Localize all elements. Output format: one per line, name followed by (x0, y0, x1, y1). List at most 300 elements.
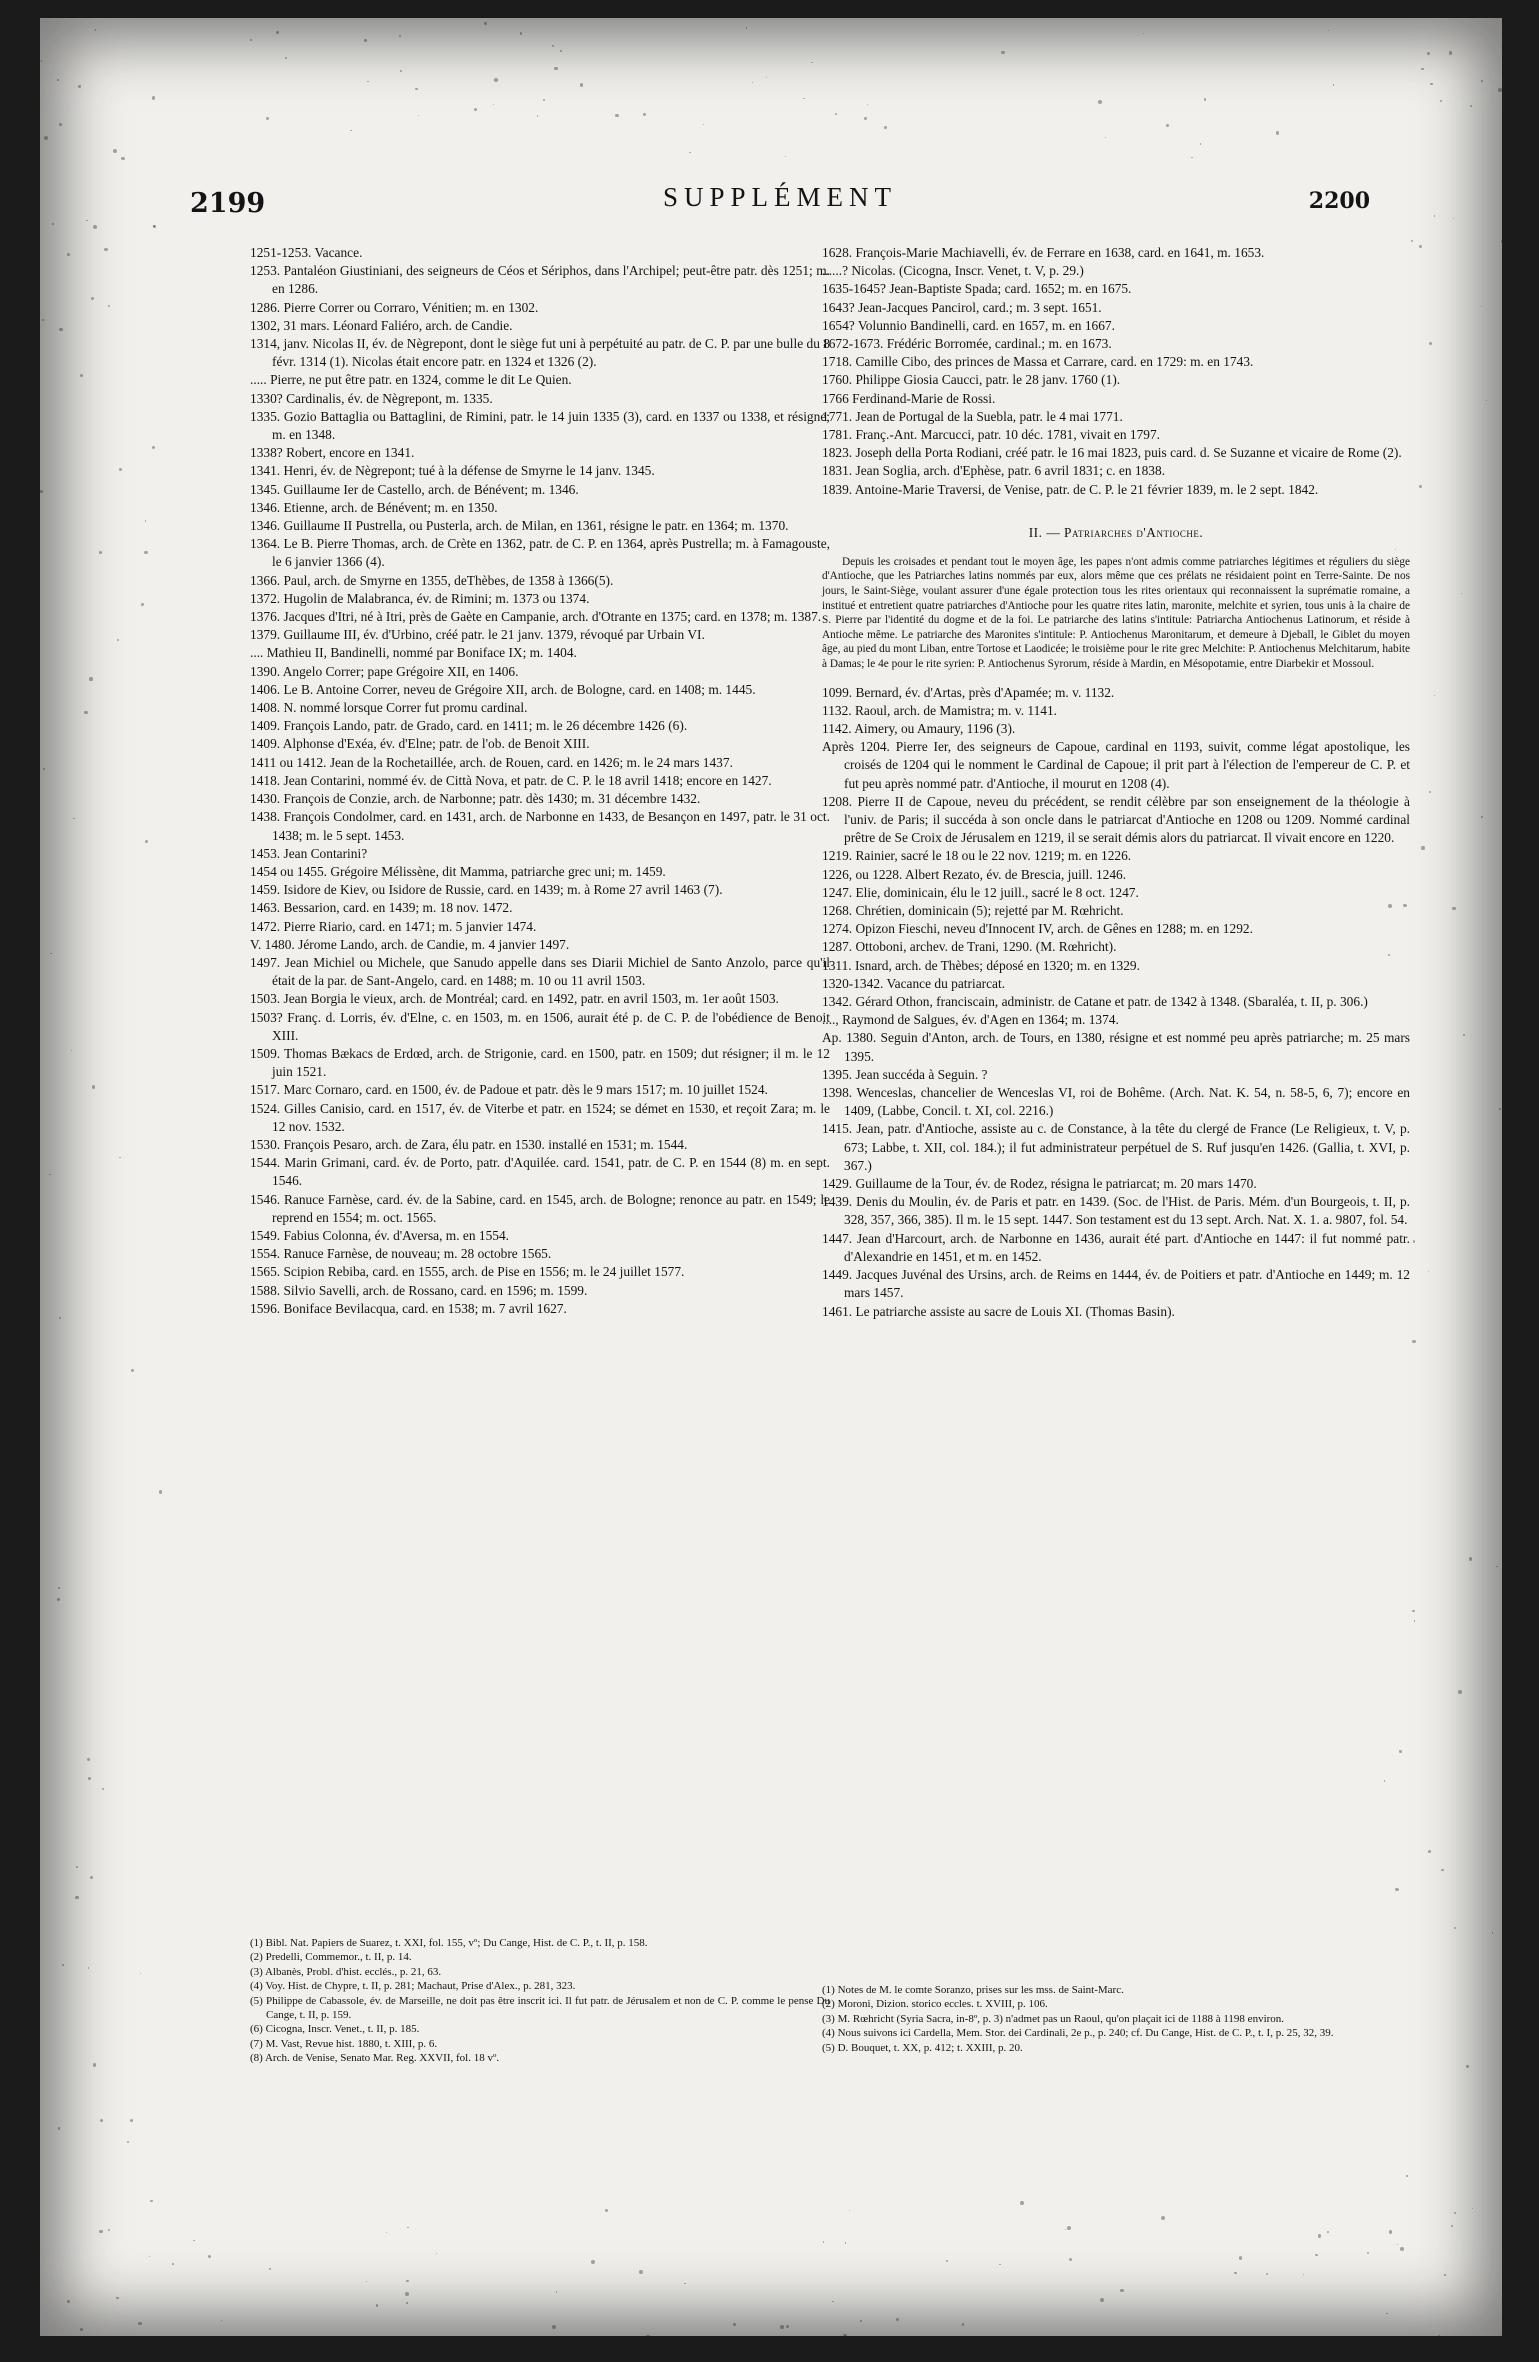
scan-noise (250, 39, 252, 41)
list-item: 1781. Franç.-Ant. Marcucci, patr. 10 déc. 1781, vivait en 1797. (822, 427, 1161, 443)
scan-noise (849, 2210, 850, 2211)
scan-noise (1384, 632, 1385, 633)
scan-noise (80, 2328, 83, 2331)
list-item: 1530. François Pesaro, arch. de Zara, élu patr. en 1530. installé en 1531; m. 1544. (250, 1136, 688, 1152)
scan-noise (276, 31, 279, 34)
list-item: 1274. Opizon Fieschi, neveu d'Innocent IV, arch. de Gênes en 1288; m. en 1292. (822, 921, 1253, 937)
list-item: 1379. Guillaume III, év. d'Urbino, créé patr. le 21 janv. 1379, révoqué par Urbain VI. (250, 627, 705, 643)
scan-noise (1399, 1750, 1402, 1753)
scan-noise (1161, 2216, 1165, 2220)
scan-noise (1333, 84, 1335, 86)
scan-noise (149, 2256, 150, 2257)
scan-noise (1428, 1850, 1431, 1853)
scan-noise (407, 2227, 409, 2229)
scan-noise (102, 1788, 104, 1790)
scan-noise (1452, 907, 1455, 910)
scan-noise (946, 2260, 948, 2262)
scan-noise (1328, 30, 1329, 31)
scan-noise (1400, 2247, 1404, 2251)
list-item: V. 1480. Jérome Lando, arch. de Candie, m. 4 janvier 1497. (250, 936, 570, 952)
scan-noise (1001, 51, 1004, 54)
list-item: 1546. Ranuce Farnèse, card. év. de la Sabine, card. en 1545, arch. de Bologne; renonce au patr. en 1549; le reprend en 1554; m. oct. 1565. (250, 1191, 830, 1225)
list-item: 1447. Jean d'Harcourt, arch. de Narbonne en 1436, aurait été part. d'Antioche en 1447: il fut nommé patr. d'Alexandrie en 1451, et m. en 1452. (822, 1230, 1410, 1264)
scan-noise (552, 45, 554, 47)
scan-noise (1067, 2226, 1071, 2230)
list-item: 1286. Pierre Correr ou Corraro, Vénitien; m. en 1302. (250, 299, 539, 315)
list-item: 1320-1342. Vacance du patriarcat. (822, 975, 1006, 991)
footnote: (3) M. Rœhricht (Syria Sacra, in-8º, p. 3) n'admet pas un Raoul, qu'on plaçait ici de 1188 à 1198 environ. (822, 2012, 1285, 2025)
page-number-right: 2200 (1308, 188, 1370, 214)
scan-noise (1065, 2229, 1066, 2230)
list-item: 1554. Ranuce Farnèse, de nouveau; m. 28 octobre 1565. (250, 1246, 552, 1262)
scan-noise (474, 108, 477, 111)
scan-noise (1421, 68, 1423, 70)
scan-noise (1318, 2234, 1321, 2237)
scan-noise (1411, 240, 1413, 242)
scan-noise (1449, 51, 1453, 55)
scan-noise (145, 840, 148, 843)
list-item: 1454 ou 1455. Grégoire Mélissène, dit Mamma, patriarche grec uni; m. 1459. (250, 863, 666, 879)
scan-noise (41, 60, 43, 62)
list-item: 1430. François de Conzie, arch. de Narbonne; patr. dès 1430; m. 31 décembre 1432. (250, 791, 701, 807)
scan-noise (71, 1050, 73, 1052)
page-header (190, 178, 1370, 218)
list-item: 1411 ou 1412. Jean de la Rochetaillée, arch. de Rouen, card. en 1426; m. le 24 mars 1437. (250, 754, 733, 770)
list-item: 1588. Silvio Savelli, arch. de Rossano, card. en 1596; m. 1599. (250, 1282, 588, 1298)
list-item: 1268. Chrétien, dominicain (5); rejetté par M. Rœhricht. (822, 903, 1124, 919)
list-item: 1408. N. nommé lorsque Correr fut promu cardinal. (250, 700, 528, 716)
list-item: 1418. Jean Contarini, nommé év. de Città Nova, et patr. de C. P. le 18 avril 1418; encore en 1427. (250, 772, 772, 788)
list-item: 1132. Raoul, arch. de Mamistra; m. v. 1141. (822, 702, 1058, 718)
scan-noise (484, 22, 487, 25)
list-item: Après 1204. Pierre Ier, des seigneurs de Capoue, cardinal en 1193, suivit, comme légat apostolique, les croisés de 1204 qui le nomment le Cardinal de Capoue; il prit part à l'élection de l'empereur de C. P. et fut peu après nommé patr. d'Antioche, il mourut en 1208 (4). (822, 739, 1410, 791)
list-item: 1718. Camille Cibo, des princes de Massa et Carrare, card. en 1729: m. en 1743. (822, 354, 1254, 370)
scan-noise (108, 305, 110, 307)
scan-noise (1413, 1240, 1416, 1243)
scan-noise (1419, 245, 1422, 248)
scan-noise (376, 2304, 378, 2306)
scan-noise (406, 2302, 407, 2303)
scan-noise (208, 2255, 211, 2258)
scan-noise (1472, 2208, 1473, 2209)
scan-noise (366, 2281, 367, 2282)
scan-noise (121, 157, 125, 161)
list-item: 1438. François Condolmer, card. en 1431, arch. de Narbonne en 1433, de Besançon en 1497, patr. le 31 oct. 1438; m. le 5 sept. 1453. (250, 809, 830, 843)
scan-noise (153, 225, 156, 228)
scan-noise (1481, 306, 1482, 307)
scan-noise (643, 113, 646, 116)
scan-noise (57, 79, 59, 81)
scan-noise (1276, 131, 1279, 134)
list-item: 1208. Pierre II de Capoue, neveu du précédent, se rendit célèbre par son enseignement de la théologie à l'univ. de Paris; il succéda à son oncle dans le patriarcat d'Antioche en 1208 ou 1209. Nommé cardinal prêtre de Se Croix de Jérusalem en 1219, il se serait démis alors du patriarcat. Il vivait encore en 1220. (822, 793, 1410, 846)
list-item: 1472. Pierre Riario, card. en 1471; m. 5 janvier 1474. (250, 918, 537, 934)
list-item: 1766 Ferdinand-Marie de Rossi. (822, 390, 996, 406)
list-item: 1549. Fabius Colonna, év. d'Aversa, m. en 1554. (250, 1227, 510, 1243)
scan-noise (1469, 1557, 1473, 1561)
footnote: (4) Nous suivons ici Cardella, Mem. Stor. dei Cardinali, 2e p., p. 240; cf. Du Cange, Hist. de C. P., t. I, p. 25, 32, 39. (822, 2027, 1334, 2040)
list-item: 1398. Wenceslas, chancelier de Wenceslas VI, roi de Bohême. (Arch. Nat. K. 54, n. 58-5, 6, 7); encore en 1409, (Labbe, Concil. t. XI, col. 2216.) (822, 1085, 1410, 1119)
footnote: (6) Cicogna, Inscr. Venet., t. II, p. 185. (250, 2023, 420, 2036)
scan-noise (552, 2325, 556, 2329)
list-item: 1142. Aimery, ou Amaury, 1196 (3). (822, 721, 1016, 736)
list-item: 1497. Jean Michiel ou Michele, que Sanudo appelle dans ses Diarii Michiel de Santo Anzolo, parce qu'il était de la par. de Sant-Angelo, card. en 1488; m. 10 ou 11 avril 1503. (250, 954, 830, 989)
list-item: 1226, ou 1228. Albert Rezato, év. de Brescia, juill. 1246. (822, 866, 1127, 882)
scan-noise (733, 2323, 735, 2325)
scan-noise (1496, 1566, 1498, 1568)
scan-noise (1463, 1034, 1465, 1036)
scan-noise (1412, 1610, 1415, 1613)
scan-noise (639, 2270, 643, 2274)
list-item: 1839. Antoine-Marie Traversi, de Venise, patr. de C. P. le 21 février 1839, m. le 2 sept. 1842. (822, 481, 1319, 497)
section-intro: Depuis les croisades et pendant tout le moyen âge, les papes n'ont admis comme patriarches légitimes et réguliers du siège d'Antioche, que les Patriarches latins nommés par eux, alors même que ces prélats ne résidaient point en Terre-Sainte. De nos jours, le Saint-Siège, voulant assurer d'une égale protection tous les rites orientaux qui reconnaissent la suprématie romaine, a institué et entretient quatre patriarches d'Antioche pour les quatre rites latin, maronite, melchite et syrien, tous unis à la chaire de S. Pierre par l'identité du dogme et de la foi. Le patriarche des latins s'intitule: Patriarcha Antiochenus Latinorum, et réside à Antioche même. Le patriarche des Maronites s'intitule: P. Antiochenus Maronitarum, et demeure à Djeball, le Giblet du moyen âge, au pied du mont Liban, entre Tortose et Laodicée; le troisième pour le rite grec Melchite: P. Antiochenus Melchitarum, habite à Damas; le 4e pour le rite syrien: P. Antiochenus Syrorum, réside à Mardin, en Mésopotamie, entre Diarbekir et Mossoul. (822, 555, 1410, 670)
scan-noise (67, 2300, 71, 2304)
scan-noise (1481, 816, 1483, 818)
list-item: 1429. Guillaume de la Tour, év. de Rodez, résigna le patriarcat; m. 20 mars 1470. (822, 1176, 1257, 1192)
scan-noise (84, 711, 88, 715)
scan-noise (786, 2325, 789, 2328)
scan-noise (1386, 2313, 1388, 2315)
scan-noise (1191, 157, 1192, 158)
scan-noise (141, 603, 144, 606)
scan-noise (1428, 1271, 1429, 1272)
scan-noise (108, 2229, 110, 2231)
list-item: 1831. Jean Soglia, arch. d'Ephèse, patr. 6 avril 1831; c. en 1838. (822, 463, 1166, 479)
list-item: 1364. Le B. Pierre Thomas, arch. de Crète en 1362, patr. de C. P. en 1364, après Pustrella; m. à Famagouste, le 6 janvier 1366 (4). (250, 536, 830, 570)
scan-noise (1441, 1869, 1443, 1871)
scan-noise (1406, 2175, 1408, 2177)
scan-noise (59, 123, 63, 127)
scan-noise (138, 2322, 142, 2326)
list-item: 1345. Guillaume Ier de Castello, arch. de Bénévent; m. 1346. (250, 481, 579, 497)
scan-noise (752, 82, 753, 83)
scan-noise (1414, 1620, 1415, 1621)
footnote: (8) Arch. de Venise, Senato Mar. Reg. XXVII, fol. 18 vº. (250, 2052, 500, 2065)
scan-noise (1020, 2201, 1024, 2205)
scan-noise (605, 2209, 608, 2212)
scan-noise (285, 57, 287, 59)
list-item: 1509. Thomas Bækacs de Erdœd, arch. de Strigonie, card. en 1500, patr. en 1509; dut résigner; il m. le 12 juin 1521. (250, 1045, 830, 1080)
list-item: Ap. 1380. Seguin d'Anton, arch. de Tours, en 1380, résigne et est nommé peu après patriarche; m. 25 mars 1395. (822, 1030, 1410, 1064)
scan-noise (1412, 1340, 1416, 1344)
scan-noise (537, 115, 538, 116)
list-item: 1330? Cardinalis, év. de Nègrepont, m. 1335. (250, 390, 493, 406)
scan-noise (746, 27, 747, 28)
footnotes-left (250, 1936, 830, 2066)
footnote: (4) Voy. Hist. de Chypre, t. II, p. 281; Machaut, Prise d'Alex., p. 281, 323. (250, 1980, 576, 1993)
list-item: 1628. François-Marie Machiavelli, év. de Ferrare en 1638, card. en 1641, m. 1653. (822, 245, 1265, 260)
scan-noise (193, 2240, 195, 2242)
scan-noise (962, 2323, 964, 2325)
list-item: 1439. Denis du Moulin, év. de Paris et patr. en 1439. (Soc. de l'Hist. de Paris. Mém. d'un Bourgeois, t. II, p. 328, 357, 366, 385). Il m. le 15 sept. 1447. Son testament est du 13 sept. Arch. Nat. X. 1. a. 9807, fol. 54. (822, 1194, 1410, 1228)
footnote: (1) Bibl. Nat. Papiers de Suarez, t. XXI, fol. 155, vº; Du Cange, Hist. de C. P., t. II, p. 158. (250, 1937, 648, 1949)
list-item: ...., Raymond de Salgues, év. d'Agen en 1364; m. 1374. (822, 1012, 1119, 1028)
scan-noise (1434, 215, 1435, 216)
scan-noise (689, 152, 691, 154)
scan-noise (999, 2264, 1001, 2266)
list-item: 1338? Robert, encore en 1341. (250, 445, 415, 461)
scan-noise (42, 319, 44, 321)
scan-noise (884, 126, 887, 129)
scan-noise (1421, 846, 1424, 849)
list-item: 1376. Jacques d'Itri, né à Itri, près de Gaète en Campanie, arch. d'Otrante en 1375; card. en 1378; m. 1387. (250, 609, 822, 625)
scan-noise (364, 39, 367, 42)
scan-noise (1389, 2230, 1393, 2234)
scan-noise (780, 2325, 784, 2329)
list-item: 1251-1253. Vacance. (250, 245, 363, 260)
scan-noise (1166, 124, 1169, 127)
scan-noise (1430, 83, 1433, 86)
scan-noise (59, 328, 62, 331)
scan-noise (1429, 342, 1432, 345)
left-column (250, 244, 830, 1318)
scan-noise (1239, 2256, 1243, 2260)
scan-noise (1500, 2334, 1501, 2335)
scan-noise (415, 88, 418, 91)
scan-noise (591, 2260, 595, 2264)
scan-noise (62, 1964, 64, 1966)
scan-noise (1384, 1780, 1386, 1782)
scan-noise (90, 1876, 93, 1879)
scan-noise (52, 223, 54, 225)
scan-noise (150, 2200, 153, 2203)
scan-noise (493, 104, 494, 105)
list-item: 1463. Bessarion, card. en 1439; m. 18 nov. 1472. (250, 900, 513, 916)
scan-noise (832, 2301, 833, 2302)
scan-noise (58, 1587, 60, 1589)
scan-noise (386, 2232, 387, 2233)
scan-noise (864, 117, 867, 120)
scan-noise (811, 62, 812, 63)
scan-noise (520, 32, 522, 34)
scan-noise (1440, 100, 1442, 102)
scan-noise (87, 1758, 90, 1761)
list-item: 1823. Joseph della Porta Rodiani, créé patr. le 16 mai 1823, puis card. d. Se Suzanne et vicaire de Rome (2). (822, 445, 1402, 461)
list-item: 1409. François Lando, patr. de Grado, card. en 1411; m. le 26 décembre 1426 (6). (250, 718, 688, 734)
scanned-page (40, 18, 1502, 2336)
list-item: 1635-1645? Jean-Baptiste Spada; card. 1652; m. en 1675. (822, 281, 1132, 297)
scan-noise (57, 1598, 60, 1601)
scan-noise (1451, 2225, 1454, 2228)
scan-noise (1098, 100, 1102, 104)
footnote: (1) Notes de M. le comte Soranzo, prises sur les mss. de Saint-Marc. (822, 1984, 1124, 1996)
page-title: SUPPLÉMENT (662, 182, 898, 212)
scan-noise (76, 1866, 78, 1868)
scan-noise (1499, 1108, 1501, 1110)
scan-noise (99, 551, 102, 554)
scan-noise (93, 2063, 96, 2066)
page-number-left: 2199 (190, 188, 266, 219)
list-item: 1461. Le patriarche assiste au sacre de Louis XI. (Thomas Basin). (822, 1303, 1175, 1319)
scan-noise (1120, 2289, 1124, 2293)
scan-noise (867, 104, 868, 105)
scan-noise (554, 67, 558, 71)
list-item: 1342. Gérard Othon, franciscain, administr. de Catane et patr. de 1342 à 1348. (Sbaraléa, t. II, p. 306.) (822, 994, 1368, 1010)
list-item: 1459. Isidore de Kiev, ou Isidore de Russie, card. en 1439; m. à Rome 27 avril 1463 (7). (250, 882, 723, 898)
scan-noise (1429, 791, 1431, 793)
list-item: 1503. Jean Borgia le vieux, arch. de Montréal; card. en 1492, patr. en avril 1503, m. 1er août 1503. (250, 991, 779, 1007)
scan-noise (406, 2280, 409, 2283)
scan-noise (1492, 1932, 1493, 1933)
scan-noise (1453, 218, 1455, 220)
list-item: 1565. Scipion Rebiba, card. en 1555, arch. de Pise en 1556; m. le 24 juillet 1577. (250, 1264, 685, 1280)
list-item: 1311. Isnard, arch. de Thèbes; déposé en 1320; m. en 1329. (822, 957, 1140, 973)
scan-noise (59, 1317, 61, 1319)
scan-noise (367, 81, 368, 82)
scan-noise (117, 639, 119, 641)
scan-noise (119, 468, 122, 471)
scan-noise (1501, 240, 1502, 243)
scan-noise (86, 220, 87, 221)
list-item: 1406. Le B. Antoine Correr, neveu de Grégoire XII, arch. de Bologne, card. en 1408; m. 1445. (250, 681, 756, 697)
scan-noise (1470, 105, 1472, 107)
right-entries-bottom (822, 684, 1410, 1321)
scan-noise (95, 29, 96, 30)
scan-noise (145, 520, 146, 521)
scan-noise (843, 2334, 846, 2336)
list-item: 1314, janv. Nicolas II, év. de Nègrepont, dont le siège fut uni à perpétuité au patr. de C. P. par une bulle du 8 févr. 1314 (1). Nicolas était encore patr. en 1324 et 1326 (2). (250, 336, 830, 370)
list-item: 1395. Jean succéda à Seguin. ? (822, 1066, 988, 1082)
scan-noise (172, 2263, 174, 2265)
list-item: 1247. Elie, dominicain, élu le 12 juill., sacré le 8 oct. 1247. (822, 884, 1139, 900)
scan-noise (1105, 137, 1106, 138)
scan-noise (40, 490, 43, 493)
scan-noise (400, 70, 402, 72)
scan-noise (1444, 2274, 1446, 2276)
scan-noise (543, 99, 545, 101)
list-item: 1672-1673. Frédéric Borromée, cardinal.; m. en 1673. (822, 336, 1112, 352)
scan-noise (560, 50, 562, 52)
scan-noise (1498, 88, 1502, 92)
list-item: 1524. Gilles Canisio, card. en 1517, év. de Viterbe et patr. en 1524; se démet en 1530, et reçoit Zara; m. le 12 nov. 1532. (250, 1100, 830, 1134)
footnote: (2) Moroni, Dizion. storico eccles. t. XVIII, p. 106. (822, 1998, 1048, 2011)
scan-noise (88, 1777, 91, 1780)
footnotes-right (822, 1983, 1410, 2055)
list-item: 1771. Jean de Portugal de la Suebla, patr. le 4 mai 1771. (822, 408, 1123, 424)
list-item: 1341. Henri, év. de Nègrepont; tué à la défense de Smyrne le 14 janv. 1345. (250, 463, 655, 479)
scan-noise (93, 225, 97, 229)
scan-noise (1234, 2272, 1237, 2275)
scan-noise (100, 2119, 103, 2122)
scan-noise (399, 35, 401, 37)
scan-noise (860, 2320, 862, 2322)
scan-noise (75, 1896, 78, 1899)
scan-noise (556, 2291, 557, 2292)
scan-noise (50, 953, 51, 954)
scan-noise (78, 85, 80, 87)
scan-noise (1395, 1888, 1398, 1891)
scan-noise (49, 1174, 51, 1176)
scan-noise (127, 2141, 129, 2143)
scan-noise (1200, 143, 1202, 145)
scan-noise (1266, 2273, 1268, 2275)
scan-noise (1458, 1690, 1462, 1694)
scan-noise (1454, 1927, 1456, 1929)
scan-noise (615, 114, 618, 117)
list-item: 1287. Ottoboni, archev. de Trani, 1290. (M. Rœhricht). (822, 939, 1117, 955)
list-item: 1302, 31 mars. Léonard Faliéro, arch. de Candie. (250, 317, 513, 333)
scan-noise (144, 551, 147, 554)
list-item: 1346. Etienne, arch. de Bénévent; m. en 1350. (250, 499, 498, 515)
scan-noise (67, 253, 71, 257)
footnote: (5) Philippe de Cabassole, év. de Marseille, ne doit pas être inscrit ici. Il fut patr. de Jérusalem et non de C. P. comme le pense Du Cange, t. II, p. 159. (250, 1994, 830, 2022)
scan-noise (1069, 2258, 1072, 2261)
scan-noise (92, 1085, 96, 1089)
scan-noise (88, 1967, 89, 1968)
list-item: 1099. Bernard, év. d'Artas, près d'Apamée; m. v. 1132. (822, 684, 1115, 700)
list-item: 1760. Philippe Giosia Caucci, patr. le 28 janv. 1760 (1). (822, 372, 1121, 388)
scan-noise (1100, 2298, 1104, 2302)
scan-noise (494, 78, 498, 82)
scan-noise (1466, 2065, 1469, 2068)
scan-noise (221, 2320, 223, 2322)
list-item: 1219. Rainier, sacré le 18 ou le 22 nov. 1219; m. en 1226. (822, 848, 1132, 864)
scan-noise (405, 2292, 409, 2296)
list-item: 1503? Franç. d. Lorris, év. d'Elne, c. en 1503, m. en 1506, aurait été p. de C. P. de l'obédience de Benoit XIII. (250, 1009, 830, 1043)
scan-noise (785, 156, 786, 157)
scan-noise (436, 2253, 437, 2254)
scan-noise (803, 98, 805, 100)
section-title: II. — Patriarches d'Antioche. (1028, 524, 1204, 540)
scan-noise (350, 130, 351, 131)
scan-noise (152, 446, 155, 449)
scan-noise (113, 149, 117, 153)
scan-noise (1327, 2231, 1329, 2233)
list-item: 1654? Volunnio Bandinelli, card. en 1657, m. en 1667. (822, 317, 1115, 333)
scan-noise (152, 96, 155, 99)
scan-noise (845, 2242, 847, 2244)
scan-noise (1419, 485, 1422, 488)
list-item: 1409. Alphonse d'Exéa, év. d'Elne; patr. de l'ob. de Benoit XIII. (250, 736, 590, 752)
scan-noise (159, 1490, 162, 1493)
scan-noise (703, 124, 704, 125)
scan-noise (131, 1369, 134, 1372)
list-item: 1517. Marc Cornaro, card. en 1500, év. de Padoue et patr. dès le 9 mars 1517; m. 10 juillet 1524. (250, 1082, 768, 1098)
right-column (822, 244, 1410, 1321)
scan-noise (104, 248, 107, 251)
list-item: .... Mathieu II, Bandinelli, nommé par Boniface IX; m. 1404. (250, 645, 577, 661)
list-item: 1544. Marin Grimani, card. év. de Porto, patr. d'Aquilée. card. 1541, patr. de C. P. en 1544 (8) m. en sept. 1546. (250, 1155, 830, 1189)
list-item: 1453. Jean Contarini? (250, 845, 368, 861)
scan-noise (1397, 2244, 1398, 2245)
scan-noise (116, 2297, 118, 2299)
footnote: (3) Albanès, Probl. d'hist. ecclés., p. 21, 63. (250, 1965, 442, 1978)
scan-noise (91, 297, 95, 301)
scan-noise (73, 818, 75, 820)
scan-noise (58, 2127, 61, 2130)
scan-noise (580, 83, 584, 87)
footnote: (5) D. Bouquet, t. XX, p. 412; t. XXIII, p. 20. (822, 2041, 1023, 2054)
list-item: 1372. Hugolin de Malabranca, év. de Rimini; m. 1373 ou 1374. (250, 590, 590, 606)
footnote: (7) M. Vast, Revue hist. 1880, t. XIII, p. 6. (250, 2037, 438, 2050)
scan-noise (684, 2283, 685, 2284)
scan-noise (766, 77, 768, 79)
list-item: 1366. Paul, arch. de Smyrne en 1355, deThèbes, de 1358 à 1366(5). (250, 572, 614, 588)
scan-noise (1461, 593, 1463, 595)
list-item: ..... Pierre, ne put être patr. en 1324, comme le dit Le Quien. (250, 372, 572, 388)
right-entries-top (822, 244, 1410, 499)
scan-noise (119, 1157, 120, 1158)
scan-noise (418, 115, 419, 116)
scan-noise (89, 677, 92, 680)
scan-noise (80, 374, 83, 377)
scan-noise (130, 2119, 133, 2122)
scan-noise (1454, 2212, 1456, 2214)
list-item: 1335. Gozio Battaglia ou Battaglini, de Rimini, patr. le 14 juin 1335 (3), card. en 1337 ou 1338, et résigne; m. en 1348. (250, 408, 830, 443)
scan-noise (1434, 695, 1435, 696)
list-item: 1449. Jacques Juvénal des Ursins, arch. de Reims en 1444, év. de Poitiers et patr. d'Antioche en 1449; m. 12 mars 1457. (822, 1267, 1410, 1301)
scan-noise (896, 2318, 899, 2321)
scan-noise (1367, 2252, 1369, 2254)
